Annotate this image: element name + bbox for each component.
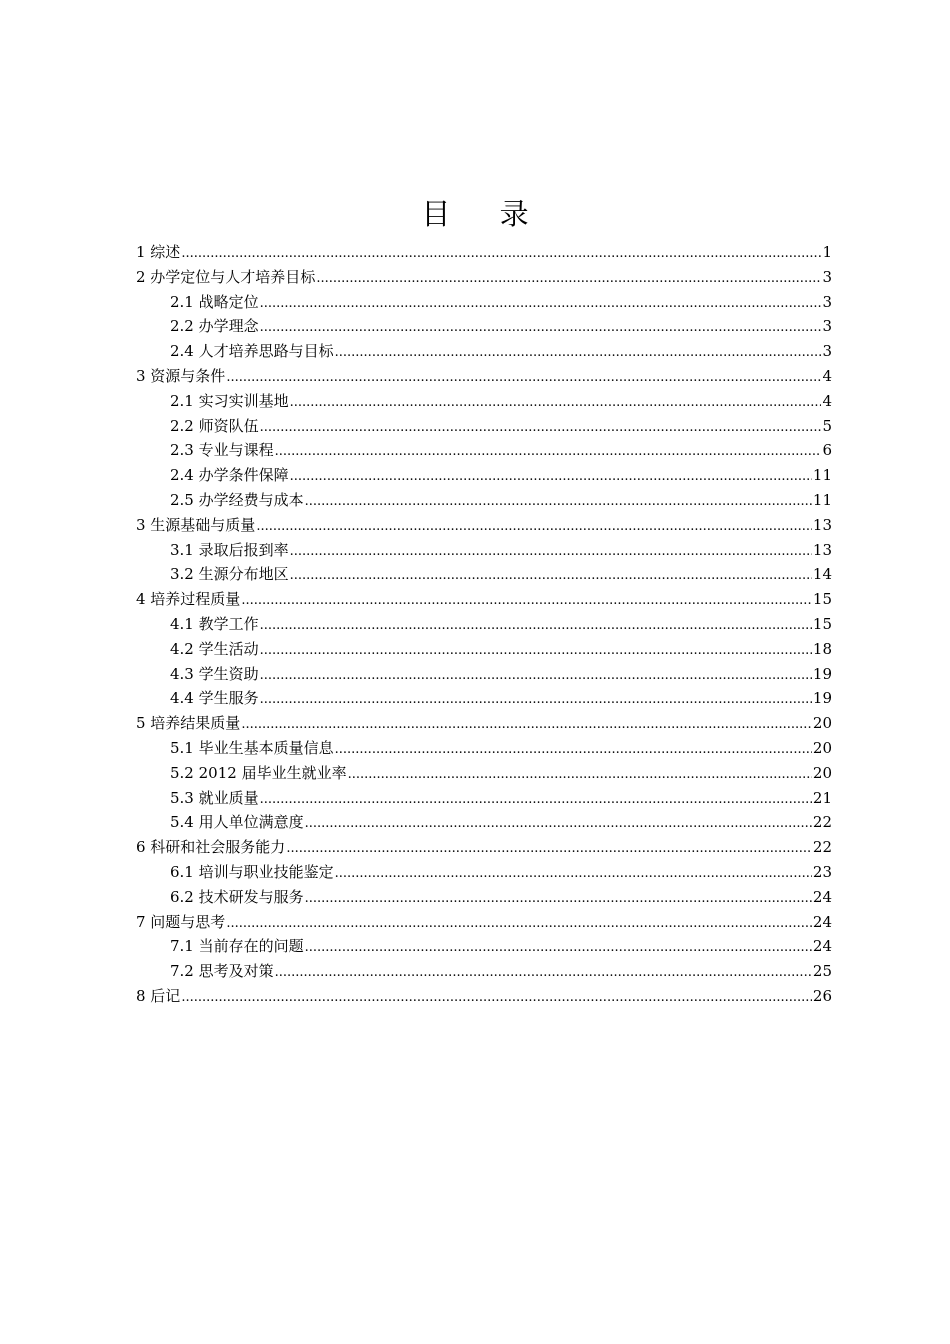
- toc-dot-leader: [260, 614, 812, 637]
- toc-entry-label: 4.4 学生服务: [170, 689, 259, 708]
- toc-page-number: 4: [822, 391, 832, 410]
- page-title: 目 录: [421, 197, 549, 231]
- toc-entry-18[interactable]: [136, 662, 832, 687]
- toc-page-number: 19: [812, 664, 832, 683]
- toc-entry-24[interactable]: [136, 810, 832, 835]
- toc-dot-leader: [260, 416, 822, 439]
- toc-page-number: 24: [812, 887, 832, 906]
- toc-entry-label: 4.2 学生活动: [170, 639, 259, 658]
- toc-entry-7[interactable]: [136, 389, 832, 414]
- toc-dot-leader: [316, 267, 821, 290]
- toc-entry-11[interactable]: [136, 488, 832, 513]
- table-of-contents: [136, 240, 832, 1009]
- toc-entry-label: 3 生源基础与质量: [136, 515, 256, 534]
- toc-page-number: 15: [812, 590, 832, 609]
- toc-entry-label: 2.2 师资队伍: [170, 416, 259, 435]
- toc-entry-label: 2.4 办学条件保障: [170, 466, 289, 485]
- toc-entry-9[interactable]: [136, 438, 832, 463]
- toc-dot-leader: [335, 341, 822, 364]
- toc-dot-leader: [335, 738, 812, 761]
- toc-entry-30[interactable]: [136, 959, 832, 984]
- toc-page-number: 15: [812, 614, 832, 633]
- toc-page-number: 23: [812, 862, 832, 881]
- toc-entry-label: 5.3 就业质量: [170, 788, 259, 807]
- toc-entry-19[interactable]: [136, 686, 832, 711]
- toc-page-number: 20: [812, 738, 832, 757]
- toc-entry-13[interactable]: [136, 538, 832, 563]
- toc-entry-28[interactable]: [136, 910, 832, 935]
- toc-page-number: 1: [822, 243, 832, 261]
- toc-entry-label: 2.5 办学经费与成本: [170, 490, 304, 509]
- toc-entry-3[interactable]: [136, 290, 832, 315]
- toc-dot-leader: [275, 961, 812, 984]
- toc-entry-25[interactable]: [136, 835, 832, 860]
- toc-entry-label: 5 培养结果质量: [136, 714, 241, 733]
- toc-entry-6[interactable]: [136, 364, 832, 389]
- toc-dot-leader: [286, 837, 812, 860]
- toc-entry-label: 5.2 2012 届毕业生就业率: [170, 763, 347, 782]
- toc-entry-label: 8 后记: [136, 986, 181, 1005]
- toc-dot-leader: [260, 664, 812, 687]
- toc-page-number: 11: [812, 466, 832, 485]
- toc-entry-label: 2.1 实习实训基地: [170, 391, 289, 410]
- toc-entry-label: 3 资源与条件: [136, 366, 226, 385]
- toc-entry-label: 4.1 教学工作: [170, 614, 259, 633]
- toc-page-number: 14: [812, 565, 832, 584]
- toc-entry-4[interactable]: [136, 314, 832, 339]
- toc-entry-label: 3.1 录取后报到率: [170, 540, 289, 559]
- toc-page-number: 3: [822, 292, 832, 311]
- toc-dot-leader: [305, 887, 812, 910]
- toc-page-number: 22: [812, 813, 832, 832]
- toc-entry-2[interactable]: [136, 265, 832, 290]
- toc-dot-leader: [305, 812, 812, 835]
- toc-entry-label: 2.4 人才培养思路与目标: [170, 342, 334, 361]
- toc-page-number: 24: [812, 937, 832, 956]
- toc-entry-10[interactable]: [136, 463, 832, 488]
- toc-entry-16[interactable]: [136, 612, 832, 637]
- toc-entry-8[interactable]: [136, 414, 832, 439]
- toc-entry-12[interactable]: [136, 513, 832, 538]
- toc-page-number: 20: [812, 763, 832, 782]
- toc-entry-label: 6.2 技术研发与服务: [170, 887, 304, 906]
- toc-entry-31[interactable]: [136, 984, 832, 1009]
- toc-page-number: 21: [812, 788, 832, 807]
- toc-entry-label: 3.2 生源分布地区: [170, 565, 289, 584]
- toc-dot-leader: [260, 639, 812, 662]
- toc-dot-leader: [181, 242, 821, 265]
- toc-page-number: 24: [812, 912, 832, 931]
- toc-dot-leader: [226, 912, 812, 935]
- toc-dot-leader: [241, 713, 812, 736]
- toc-dot-leader: [256, 515, 812, 538]
- toc-dot-leader: [275, 440, 822, 463]
- toc-entry-27[interactable]: [136, 885, 832, 910]
- toc-dot-leader: [181, 986, 812, 1009]
- toc-entry-label: 6.1 培训与职业技能鉴定: [170, 862, 334, 881]
- toc-page-number: 18: [812, 639, 832, 658]
- toc-entry-1[interactable]: [136, 240, 832, 265]
- toc-page-number: 5: [822, 416, 832, 435]
- toc-page-number: 26: [812, 986, 832, 1005]
- toc-dot-leader: [305, 490, 812, 513]
- toc-dot-leader: [260, 292, 822, 315]
- toc-entry-21[interactable]: [136, 736, 832, 761]
- toc-page-number: 25: [812, 962, 832, 981]
- toc-entry-label: 4 培养过程质量: [136, 590, 241, 609]
- toc-entry-label: 2.2 办学理念: [170, 317, 259, 336]
- toc-entry-20[interactable]: [136, 711, 832, 736]
- toc-page-number: 3: [822, 267, 832, 286]
- toc-entry-29[interactable]: [136, 934, 832, 959]
- toc-dot-leader: [226, 366, 821, 389]
- toc-entry-label: 1 综述: [136, 243, 181, 261]
- toc-entry-23[interactable]: [136, 786, 832, 811]
- toc-page-number: 3: [822, 342, 832, 361]
- toc-entry-label: 5.1 毕业生基本质量信息: [170, 738, 334, 757]
- toc-dot-leader: [290, 465, 812, 488]
- toc-dot-leader: [335, 862, 812, 885]
- toc-page-number: 11: [812, 490, 832, 509]
- toc-entry-label: 2.1 战略定位: [170, 292, 259, 311]
- toc-entry-17[interactable]: [136, 637, 832, 662]
- toc-entry-label: 7 问题与思考: [136, 912, 226, 931]
- toc-entry-label: 6 科研和社会服务能力: [136, 838, 286, 857]
- toc-entry-5[interactable]: [136, 339, 832, 364]
- toc-dot-leader: [348, 763, 812, 786]
- toc-dot-leader: [290, 540, 812, 563]
- toc-dot-leader: [290, 391, 822, 414]
- toc-page-number: 13: [812, 540, 832, 559]
- toc-entry-26[interactable]: [136, 860, 832, 885]
- toc-entry-label: 2.3 专业与课程: [170, 441, 274, 460]
- toc-entry-15[interactable]: [136, 587, 832, 612]
- toc-entry-label: 7.2 思考及对策: [170, 962, 274, 981]
- toc-entry-label: 4.3 学生资助: [170, 664, 259, 683]
- toc-page-number: 20: [812, 714, 832, 733]
- toc-page-number: 22: [812, 838, 832, 857]
- toc-entry-label: 2 办学定位与人才培养目标: [136, 267, 316, 286]
- toc-entry-14[interactable]: [136, 562, 832, 587]
- toc-dot-leader: [260, 688, 812, 711]
- toc-dot-leader: [290, 564, 812, 587]
- toc-dot-leader: [260, 788, 812, 811]
- toc-page-number: 6: [822, 441, 832, 460]
- toc-entry-label: 5.4 用人单位满意度: [170, 813, 304, 832]
- toc-entry-22[interactable]: [136, 761, 832, 786]
- toc-dot-leader: [241, 589, 812, 612]
- toc-dot-leader: [260, 316, 822, 339]
- toc-page-number: 3: [822, 317, 832, 336]
- toc-page-number: 13: [812, 515, 832, 534]
- toc-entry-label: 7.1 当前存在的问题: [170, 937, 304, 956]
- toc-page-number: 19: [812, 689, 832, 708]
- toc-dot-leader: [305, 936, 812, 959]
- toc-page-number: 4: [822, 366, 832, 385]
